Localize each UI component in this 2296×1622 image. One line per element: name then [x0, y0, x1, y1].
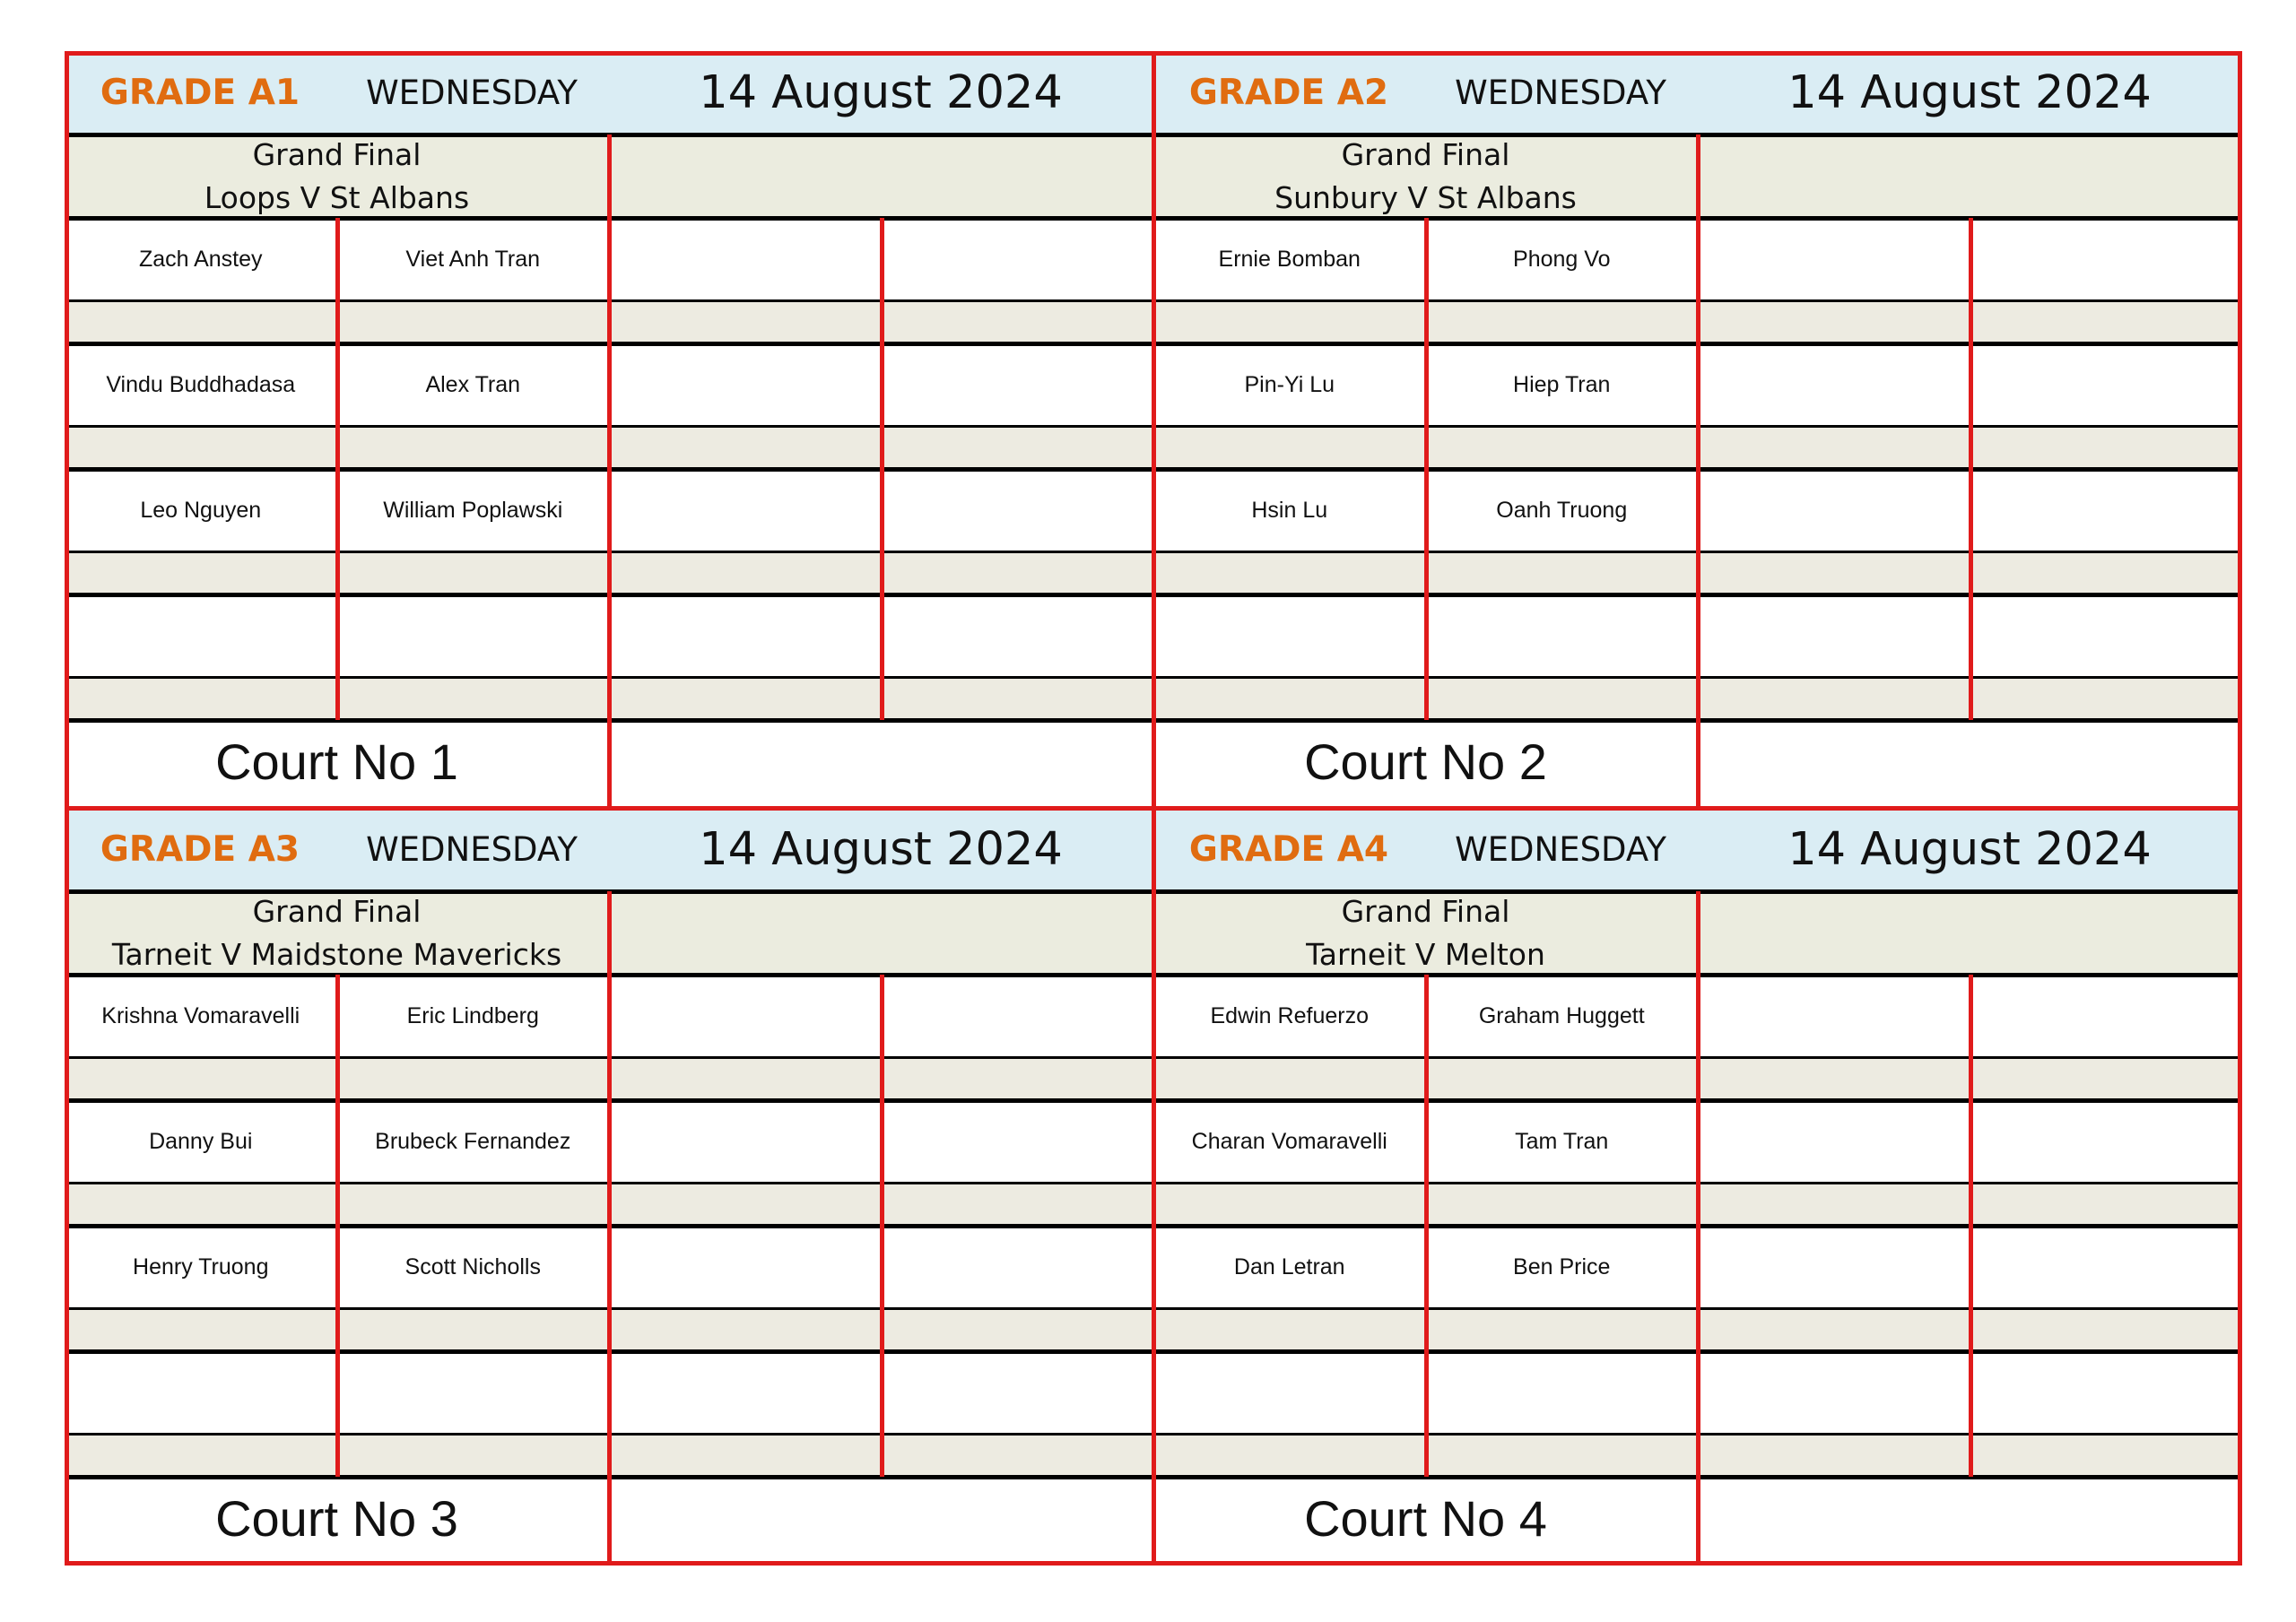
score-cell	[609, 975, 882, 1058]
score-cell	[882, 1351, 1154, 1435]
sub-cell	[337, 301, 610, 343]
score-cell	[1970, 1351, 2243, 1435]
day-label: WEDNESDAY	[1455, 74, 1666, 112]
sub-cell	[337, 1309, 610, 1351]
match-info	[65, 891, 609, 975]
sub-cell	[609, 552, 882, 594]
sub-cell	[1426, 427, 1699, 469]
player-name: Viet Anh Tran	[337, 218, 610, 301]
column-rule	[1696, 891, 1700, 1565]
sub-cell	[1970, 301, 2243, 343]
player-name	[337, 594, 610, 678]
score-cell	[1698, 1100, 1970, 1184]
round-label: Grand Final	[1341, 893, 1510, 929]
player-name: Hsin Lu	[1153, 469, 1426, 552]
match-blank	[609, 134, 1153, 218]
player-name	[65, 594, 337, 678]
sub-cell	[65, 1184, 337, 1226]
sub-cell	[1970, 678, 2243, 720]
sub-cell	[1153, 301, 1426, 343]
player-name	[1426, 1351, 1699, 1435]
player-name: Alex Tran	[337, 343, 610, 427]
sub-cell	[337, 678, 610, 720]
sub-cell	[1426, 1309, 1699, 1351]
court-blank	[1698, 720, 2242, 803]
sub-cell	[609, 1058, 882, 1100]
score-cell	[1698, 975, 1970, 1058]
sub-cell	[65, 1058, 337, 1100]
score-cell	[1970, 975, 2243, 1058]
sub-cell	[882, 1309, 1154, 1351]
player-name	[337, 1351, 610, 1435]
sub-cell	[1153, 1435, 1426, 1477]
score-cell	[1970, 218, 2243, 301]
player-name: Vindu Buddhadasa	[65, 343, 337, 427]
sub-cell	[1153, 1184, 1426, 1226]
player-name: Phong Vo	[1426, 218, 1699, 301]
column-rule	[1424, 218, 1429, 720]
player-name	[1426, 594, 1699, 678]
court-label: Court No 2	[1153, 720, 1698, 803]
column-rule	[1969, 975, 1973, 1477]
sub-cell	[609, 301, 882, 343]
player-name: Dan Letran	[1153, 1226, 1426, 1309]
sub-cell	[65, 301, 337, 343]
round-label: Grand Final	[252, 136, 422, 172]
player-name	[1153, 594, 1426, 678]
sub-cell	[882, 552, 1154, 594]
sub-cell	[65, 1435, 337, 1477]
match-info	[65, 134, 609, 218]
match-blank	[609, 891, 1153, 975]
sub-cell	[337, 1435, 610, 1477]
sub-cell	[882, 1058, 1154, 1100]
court-label: Court No 4	[1153, 1477, 1698, 1560]
date-label: 14 August 2024	[699, 823, 1063, 876]
sub-cell	[1970, 1184, 2243, 1226]
match-teams: Tarneit V Melton	[1306, 936, 1545, 972]
sub-cell	[1426, 301, 1699, 343]
sub-cell	[337, 1184, 610, 1226]
player-name: Henry Truong	[65, 1226, 337, 1309]
column-rule	[1424, 975, 1429, 1477]
sub-cell	[1426, 552, 1699, 594]
player-name: Ben Price	[1426, 1226, 1699, 1309]
player-name	[1153, 1351, 1426, 1435]
match-blank	[1698, 891, 2242, 975]
sub-cell	[1698, 1058, 1970, 1100]
match-info	[1153, 891, 1698, 975]
sub-cell	[1970, 1058, 2243, 1100]
round-label: Grand Final	[252, 893, 422, 929]
date-label: 14 August 2024	[699, 66, 1063, 119]
score-cell	[1698, 594, 1970, 678]
player-name: Brubeck Fernandez	[337, 1100, 610, 1184]
score-cell	[609, 1100, 882, 1184]
grade-label: GRADE A4	[1188, 829, 1389, 870]
player-name: Oanh Truong	[1426, 469, 1699, 552]
court-blank	[609, 1477, 1153, 1560]
player-name: Tam Tran	[1426, 1100, 1699, 1184]
player-name: Pin-Yi Lu	[1153, 343, 1426, 427]
sub-cell	[1153, 552, 1426, 594]
player-name: Krishna Vomaravelli	[65, 975, 337, 1058]
column-rule	[880, 975, 884, 1477]
day-label: WEDNESDAY	[1455, 830, 1666, 869]
sub-cell	[1970, 1435, 2243, 1477]
sub-cell	[1153, 1309, 1426, 1351]
player-name: Edwin Refuerzo	[1153, 975, 1426, 1058]
score-cell	[882, 594, 1154, 678]
sub-cell	[1698, 427, 1970, 469]
score-cell	[1698, 1351, 1970, 1435]
column-rule	[880, 218, 884, 720]
sub-cell	[1698, 552, 1970, 594]
court-sheet	[65, 51, 2242, 1566]
player-name: Hiep Tran	[1426, 343, 1699, 427]
column-rule	[607, 891, 612, 1565]
score-cell	[609, 1351, 882, 1435]
date-label: 14 August 2024	[1787, 66, 2152, 119]
court-panel	[65, 51, 1153, 808]
court-blank	[609, 720, 1153, 803]
court-panel	[1153, 51, 2242, 808]
score-cell	[1698, 1226, 1970, 1309]
score-cell	[882, 218, 1154, 301]
player-name: Danny Bui	[65, 1100, 337, 1184]
player-name: William Poplawski	[337, 469, 610, 552]
score-cell	[1970, 1100, 2243, 1184]
column-rule	[335, 975, 340, 1477]
player-name	[65, 1351, 337, 1435]
match-teams: Sunbury V St Albans	[1274, 179, 1577, 215]
player-name: Charan Vomaravelli	[1153, 1100, 1426, 1184]
score-cell	[1970, 469, 2243, 552]
grade-label: GRADE A3	[100, 829, 300, 870]
grade-label: GRADE A1	[100, 73, 300, 113]
sub-cell	[65, 678, 337, 720]
score-cell	[1698, 469, 1970, 552]
sub-cell	[65, 1309, 337, 1351]
score-cell	[882, 469, 1154, 552]
sub-cell	[1698, 301, 1970, 343]
score-cell	[609, 343, 882, 427]
round-label: Grand Final	[1341, 136, 1510, 172]
sub-cell	[1970, 1309, 2243, 1351]
sub-cell	[1153, 678, 1426, 720]
score-cell	[882, 975, 1154, 1058]
match-info	[1153, 134, 1698, 218]
day-label: WEDNESDAY	[366, 830, 578, 869]
column-rule	[1969, 218, 1973, 720]
sub-cell	[1153, 1058, 1426, 1100]
sub-cell	[1698, 678, 1970, 720]
court-label: Court No 3	[65, 1477, 609, 1560]
column-rule	[335, 218, 340, 720]
sub-cell	[609, 427, 882, 469]
sub-cell	[1426, 1058, 1699, 1100]
sub-cell	[609, 678, 882, 720]
match-teams: Tarneit V Maidstone Mavericks	[111, 936, 562, 972]
sub-cell	[337, 1058, 610, 1100]
score-cell	[882, 343, 1154, 427]
player-name: Scott Nicholls	[337, 1226, 610, 1309]
court-panel	[1153, 808, 2242, 1565]
panel-divider-horizontal	[65, 806, 2242, 811]
day-label: WEDNESDAY	[366, 74, 578, 112]
sub-cell	[609, 1309, 882, 1351]
sub-cell	[1426, 1184, 1699, 1226]
player-name: Eric Lindberg	[337, 975, 610, 1058]
player-name: Ernie Bomban	[1153, 218, 1426, 301]
date-label: 14 August 2024	[1787, 823, 2152, 876]
sub-cell	[65, 552, 337, 594]
sub-cell	[337, 552, 610, 594]
sub-cell	[882, 678, 1154, 720]
score-cell	[1970, 594, 2243, 678]
court-blank	[1698, 1477, 2242, 1560]
score-cell	[1970, 343, 2243, 427]
grade-label: GRADE A2	[1188, 73, 1389, 113]
court-label: Court No 1	[65, 720, 609, 803]
court-panel	[65, 808, 1153, 1565]
sub-cell	[609, 1435, 882, 1477]
score-cell	[609, 594, 882, 678]
sub-cell	[882, 427, 1154, 469]
player-name: Zach Anstey	[65, 218, 337, 301]
score-cell	[882, 1100, 1154, 1184]
match-teams: Loops V St Albans	[204, 179, 470, 215]
sub-cell	[1698, 1184, 1970, 1226]
sub-cell	[337, 427, 610, 469]
score-cell	[609, 469, 882, 552]
sub-cell	[1698, 1309, 1970, 1351]
sub-cell	[1698, 1435, 1970, 1477]
column-rule	[1696, 134, 1700, 808]
sub-cell	[609, 1184, 882, 1226]
sub-cell	[1970, 427, 2243, 469]
sub-cell	[65, 427, 337, 469]
player-name: Leo Nguyen	[65, 469, 337, 552]
sub-cell	[1426, 678, 1699, 720]
score-cell	[1698, 218, 1970, 301]
column-rule	[607, 134, 612, 808]
player-name: Graham Huggett	[1426, 975, 1699, 1058]
sub-cell	[882, 1435, 1154, 1477]
score-cell	[1698, 343, 1970, 427]
match-blank	[1698, 134, 2242, 218]
score-cell	[882, 1226, 1154, 1309]
score-cell	[1970, 1226, 2243, 1309]
sub-cell	[1153, 427, 1426, 469]
sub-cell	[1426, 1435, 1699, 1477]
score-cell	[609, 218, 882, 301]
score-cell	[609, 1226, 882, 1309]
sub-cell	[1970, 552, 2243, 594]
sub-cell	[882, 301, 1154, 343]
sub-cell	[882, 1184, 1154, 1226]
